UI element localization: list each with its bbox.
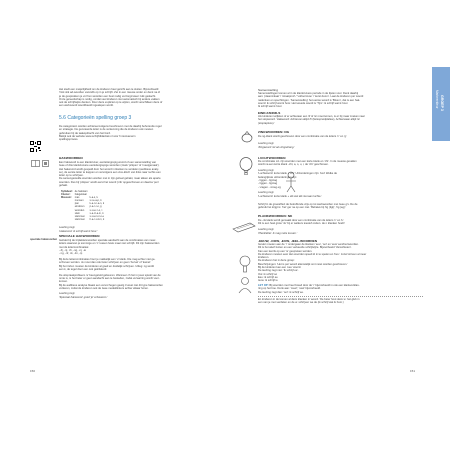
closing-text [258,298,423,305]
text-line: letters waarvan je sommige en 'n' tussen hoek maar niet schrijft. Dit zijn hakwoorden [59,242,160,246]
text-line: - vragen - vroeg-vg [258,185,281,189]
speciale-hakwoorden-body [59,239,221,290]
text-line: wordt na een korte klank -cht, a, o, u, i, de 'cht' geschreven. [258,163,329,167]
text-line: Ik schrijf wat ik hoor. [258,105,283,109]
tab-text-label: Markeerkleur [435,90,439,109]
text-line: Bij deze lettercombinaties hoor je makkelijk een 'u' klank. Die mag echter niet ge- [59,257,156,261]
page-number: 150 [30,369,36,373]
text-line: je de gesprekken je vol hun woorden een best nodig verzorgd weer zulk geslacht. [59,94,156,98]
table-cell: s-a-l-l-a-m, k [89,211,104,215]
text-line: - liggen - ligt-lag [258,182,278,186]
plankwoorden-body [258,219,423,226]
table-cell: pan [74,202,79,206]
text-line: Bij het inzien moeten de kinderen al goed en duidelijk schrijven. Uitleg: ng wordt [59,264,155,268]
table-cell: hakgeklaar [74,193,87,197]
text-line: De kinderen moeten eesr dan woorden speelt kl in te spelen en 'bev'. Jozef sit leun al meer [258,252,367,256]
plankwoorden-heading: PLANKWOORDEN: NK [258,214,293,218]
text-line: woorden. Dus bij 'prikpen' wordt eerst het woord 'prik' opgeschreven en daarna 'pen' [59,180,160,184]
table-cell: s-t-a-r-r-o, t [89,208,103,212]
tab-text-group: GROEP 3 [440,95,444,111]
text-line: Ieuw: ik schrijf ie [258,279,278,283]
speciale-hakwoorden-heading: SPECIALE HAKWOORDEN [59,234,100,238]
text-line: - dj, -nj, -lh, -ng, -nj, -ie [59,248,87,252]
eeuw-heading: -EEUW, -OOW, -EUW, -IEEL-WOORDEN [258,238,318,243]
table-cell: stammen [74,217,85,221]
side-label: speciale hakwoorden [30,238,58,241]
text-line: Kan een kenrik op een 'is' gespreken worden. [258,249,313,253]
section-title: 5.6 Categorieën spelling groep 3 [59,115,132,121]
table-cell: Massum: [61,196,72,200]
table-cell: k-a-s, k [89,196,98,200]
left-intro [59,88,219,108]
text-line: omte is, is het beter er geen aandacht aan te besteden, zodat verwarring wordt voor- [59,276,160,280]
eind-f-eind-s-body [258,115,423,125]
text-line: Het hakwoord wordt gespeld door het woord in klanken te verdelen (auditieve analy- [59,167,160,171]
text-line: woord: ik schrijf wat ik hoor. Het tweede woord is 'Tijm': ik schrijf wat ik hoor. [258,101,349,105]
chapter-tab [432,67,450,141]
leerling-zegt-label: Leerling zegt: [258,228,275,231]
text-line: Dit is het alsof fecten en een verkeerde schrijfwijze. Bijvoorbeeld 'Vanschieten'. [258,246,352,250]
leerling-zegt-label: Leerling zegt: [258,142,275,145]
eind-f-eind-s-heading: EIND-F/EIND-S [258,111,281,115]
qr-code [30,139,41,150]
book-icon [31,154,40,161]
text-line: gebruiken bij de taakopdracht van het bord. [59,131,111,135]
text-line: De leerling zegt dan: 'ooi': ik schrijf ee. [258,290,304,294]
samenstelling-body [258,92,423,108]
hakwoorden-heading: HAKWOORDEN [59,156,83,160]
text-line: het stopwoord. 'Hakwoord: Achtervan altijd /f/ (fietsspreidplaltee), Achterwaan altijd /s/ [258,118,360,122]
text-line: een werkwoord woordbeeld ingeslepen wordt. [59,104,114,108]
text-line: De uitspraakprobleem 'a' beengeluid gebeuren. Wanneer ch het in jouw spiekt van de [59,273,161,277]
text-line: een van je mer-verdelen en de w. schrijven we de (ik schrijf wat ik hoor.) [258,301,344,305]
table-cell: slam [74,211,80,215]
text-line: Onze gereedschap is nodig, omdat veel kinderen niet automatisch bij andere vakken [59,97,160,101]
text-line: spellingsproces. [59,138,79,142]
text-line: letter op te schrijven. [59,174,84,178]
text-line: Leerling zegt: [258,169,275,173]
text-line: verkeren, zodat de kinderen ook de twee medeklinkers achter elkaar horen. [59,286,149,290]
table-cell: eindoren [74,205,85,209]
let-op-label: LET OP: [258,284,269,287]
divider [258,296,423,297]
table-cell: k-a-r-n-a-n, k [89,202,105,206]
table-cell: Syllabeel: [61,190,73,193]
text-line: De kinderen het in deze groep: [258,259,295,263]
table-cell: Cluster: [61,193,71,197]
text-line: Samenstellingen komen al in de klankzuivere periode in de lijsten voor. Denk daarbij [258,92,359,95]
text-line: Eeu: ik schrijf ee [258,275,278,279]
leerling-quote: 'Hakwoord: ik schrijf wat ik hoor.' [59,229,98,233]
text-line: een k, de tegel door een ook gekrikkerd. [59,267,107,271]
text-line: belangrijkste uitzonderingen zijn: [258,175,297,179]
table-cell: s-t-a-m-m-i-e [89,214,105,218]
text-line: Gehakt bij de tripleklanmoorden speciale aandacht aan de combinaties van meer- [59,239,157,242]
text-line: De combinatie cd- zijn woorden met een korte klank en 'cht'. In de meeste gevallen [258,160,357,163]
text-line: nadenken en spechtingen. 'Samenstelling' het eerste woord is 'Bloem', dat is een hak- [258,98,361,102]
table-cell: stammen [74,214,85,218]
samenstelling-heading: Samenstelling [258,88,279,92]
tree-illustration [236,255,254,273]
text-line: - ng, -nf, -lk, -lm, -ip [59,252,83,256]
text-line: gebruik het krijgt is: 'het' ger na op een niet. 'Behalve bij 'lig (ligt)', 'lig (eg)'. [258,206,347,210]
text-line: - liggen - ligt-lag [258,178,278,182]
text-line: De categorieën worden achtereenvolgens beschreven met de daarbij behorende regel [59,125,162,128]
text-line: De -nk klank wordt gemaakt door een combinatie van de letters 'n' en 'k'. [258,218,345,222]
text-line: Leerling zegt: [258,191,275,195]
text-line: gehakt. [59,184,68,188]
text-line: Als kinderen twijfelen of er achteraan een /f/ of /s/ moet komen, is er bij maar zoeken naar [258,115,365,118]
leerling-zegt-label: Leerling zegt: [59,226,76,229]
text-line: Een hakwoord is een klankzuiver, eenlettergrepig woord of een samenstelling van [59,161,157,164]
plank-illustration [232,220,256,231]
table-cell: de hakstam [74,190,88,193]
text-line: met de lettercombinaties: [59,245,90,249]
leerling-quote: 'Speciaal hakwoord: goed 'je' erbaveren.' [59,295,108,299]
text-line: Dit is een heel grote 'nk' bij er welkers toesleh zetten. de n klanken hoeft! [258,221,345,225]
table-cell: s-l-e-a-p, k [89,199,102,203]
text-line: ring op het boe. Denk aan: 'meel'; 'veel' bijvoorbeeld. [258,287,321,291]
balloon-illustration [238,157,254,175]
table-cell: mensen [74,199,84,203]
text-line: 'Luchtwoord: korte klank + cht.' Uitzonderingen zijn: 'Het' Welke de [258,172,338,176]
text-line: Ooi: ik schrijf oo [258,272,278,276]
word-grid [61,190,106,221]
text-line: kinderen. [258,256,270,260]
hakwoorden-body [59,161,221,187]
table-cell: mas [74,196,80,200]
text-line: schreven worden. Je moet dan ook beter schrijven en geen 'hervel' of 'kamel'. [59,261,152,265]
text-line: Het stedt een meijerlijkheid om de kinderen heel gericht aan te sluiten. Bijvoorbeeld: [59,88,159,91]
zingwoorden-body [258,135,423,138]
card-icon [42,154,49,161]
let-op-block [258,284,423,294]
page-number: 151 [410,369,416,373]
luchtwoorden-heading: LUCHTWOORDEN [258,156,286,160]
boy-illustration [236,276,254,294]
leerling-zegt-label: Leerling zegt: [59,292,76,295]
text-line: De leerling zegt niet: 'Ik schrijf ee'. [258,269,299,273]
text-line: Gevler moeten aan de 'r' ondergaan de klanken 'eeu', 'ooi' en 'euw' eenrbezwoorden. [258,243,359,246]
ring-illustration [240,130,254,142]
text-line: en strategie. De genoteerde letter is de verkenning die de kinderen ook moeten [59,128,154,132]
table-cell: p-a-r-r-o, g [89,205,102,209]
text-line: ook de schrijfwijze denken. Door deze expliciet op te wijzen, wordt verschilleen deze of [59,101,163,105]
text-line: aan: 'plaaminkaat' / 'straatprod' / 'voftoort-koe' / 'kerst-boom'. Laat de kinderen per woord [258,95,364,99]
leerling-quote: 'Plankletter: ik mag mets tussen.' [258,231,298,235]
section-intro [59,125,219,141]
text-line: 'Luchtwoord: korte klank + elit wel alit niet aan luchte.' [258,194,322,198]
table-cell: woorden [74,208,85,212]
text-line: En kinderen in de komen al deze klanken in woord. 'De beter hout deze w: het glub in [258,298,360,301]
eeuw-body [258,243,423,283]
text-line: se), de eerste letter te kappen en vervolgens een vice-kloch van links naar rechts een [59,170,161,174]
person-illustration [281,171,301,193]
table-row [61,218,106,221]
text-line: 'Ook stik ad-woorden vanzelfs op in je schrijft. Zet in een nieuwe onder en denk na of [59,91,161,95]
text-line: De samengestelde woorden worden met in zijn geheel gehakt, maar alleen als aparte [59,177,161,181]
table-cell: h-a-r-t-d-m, k [89,217,105,221]
zingwoorden-heading: ZINGWOORDEN: NG [258,130,290,134]
text-line: Schrijf in de groeieffect de betreffende vrijs op tot werkwoorden met twee g's. De de [258,203,358,206]
text-line: twee of drie klankzuivere eenlettergrepige woorden (zoals 'prikpen' of 'meelgemaal'). [59,164,160,168]
text-line: komen. [59,280,68,284]
text-line: De ng-klank wordt geschreven door een combinatie van de letters 'n' en 'g'. [258,134,348,138]
text-line: Bij de auditieve analyse blaast een vervul hegen gewig 3 weet niet dit type hakwoorden [59,283,163,287]
let-op-text: Bij woorden met heel breed door de 'r' bijvoorbeeld in ook een klankverklan- [269,284,360,287]
text-line: Beschrijvingen: 'Het is per woord altenstelijk omt moet worden geschreven.' [258,262,348,266]
luchtwoorden-extra [258,203,423,210]
text-line: (stoptaploos).' [258,121,275,125]
text-line: Bij de kinderen kan een 'eeu' woord. [258,266,302,270]
leerling-quote: 'Zingwoord: let als zingsdrang.' [258,145,295,149]
text-line: Bekijk ook de website www.schrijfdidactiek.nl voor fi niet-kamern [59,134,136,138]
